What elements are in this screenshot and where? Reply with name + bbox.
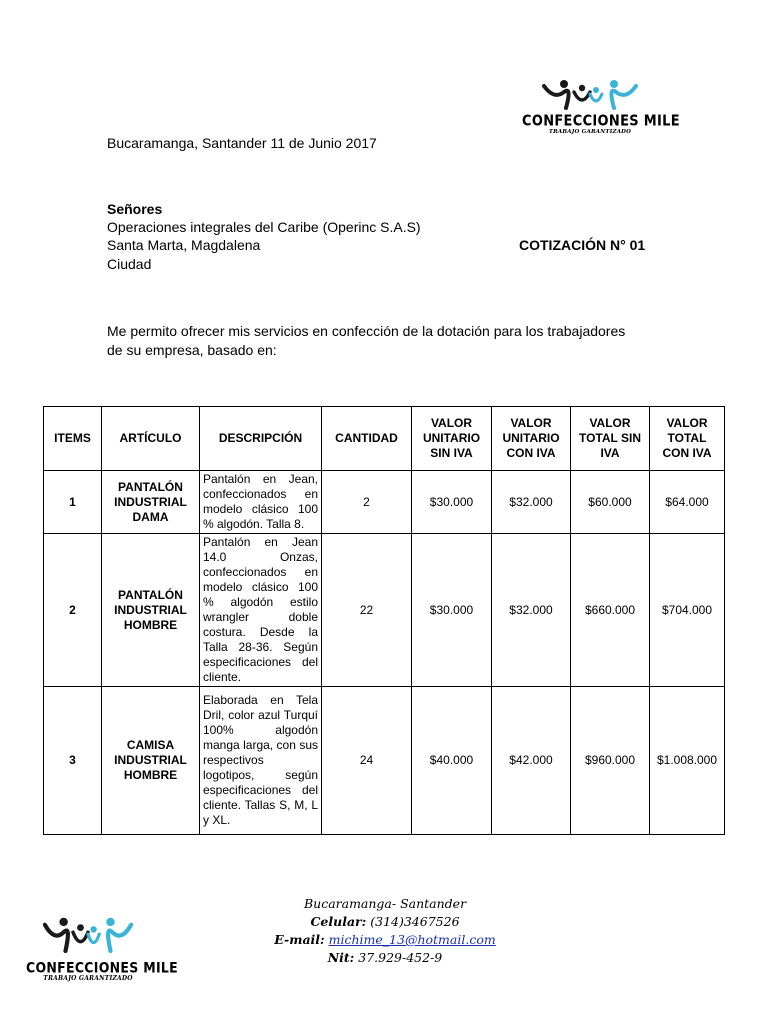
header-items: ITEMS [44,407,102,471]
header-valor-total-con-iva: VALOR TOTAL CON IVA [650,407,725,471]
salutation: Señores [107,201,163,217]
intro-line-2: de su empresa, basado en: [107,342,277,358]
cell-valor-unitario-con-iva: $42.000 [492,687,571,835]
cell-valor-unitario-sin-iva: $30.000 [412,534,492,687]
email-label: E-mail: [274,932,325,947]
cell-descripcion: Elaborada en Tela Dril, color azul Turquí 100% algodón manga larga, con sus respectivos logotipos, según especificaciones del cliente. Tallas S, M, L y XL. [200,687,322,835]
quote-table [43,406,725,835]
logo-tagline: TRABAJO GARANTIZADO [43,975,133,982]
cell-valor-unitario-con-iva: $32.000 [492,534,571,687]
cell-valor-total-sin-iva: $960.000 [571,687,650,835]
cell-valor-total-con-iva: $704.000 [650,534,725,687]
cell-valor-unitario-sin-iva: $30.000 [412,471,492,534]
celular-label: Celular: [310,914,367,929]
table-row [44,687,725,835]
header-descripcion: DESCRIPCIÓN [200,407,322,471]
cell-valor-total-sin-iva: $60.000 [571,471,650,534]
recipient-company: Operaciones integrales del Caribe (Operinc S.A.S) [107,219,421,235]
cell-item: 1 [44,471,102,534]
quote-number: COTIZACIÓN N° 01 [519,237,646,253]
header-valor-total-sin-iva: VALOR TOTAL SIN IVA [571,407,650,471]
people-figures-logo-icon [43,914,133,958]
cell-item: 2 [44,534,102,687]
cell-item: 3 [44,687,102,835]
cell-descripcion: Pantalón en Jean 14.0 Onzas, confeccionados en modelo clásico 100 % algodón estilo wrangler doble costura. Desde la Talla 28-36. Según especificaciones del cliente. [200,534,322,687]
logo-brand-text: CONFECCIONES MILE [522,112,680,131]
cell-cantidad: 24 [322,687,412,835]
footer-celular [270,913,500,931]
footer-contact [270,895,500,967]
place-date: Bucaramanga, Santander 11 de Junio 2017 [107,135,377,151]
header-articulo: ARTÍCULO [102,407,200,471]
celular-value: (314)3467526 [370,914,460,929]
table-header-row [44,407,725,471]
cell-valor-unitario-sin-iva: $40.000 [412,687,492,835]
recipient-ciudad: Ciudad [107,256,152,272]
cell-valor-total-con-iva: $1.008.000 [650,687,725,835]
cell-cantidad: 2 [322,471,412,534]
company-logo-bottom [26,914,179,982]
nit-value: 37.929-452-9 [358,950,443,965]
cell-articulo: CAMISA INDUSTRIAL HOMBRE [102,687,200,835]
intro-line-1: Me permito ofrecer mis servicios en confección de la dotación para los trabajadores [107,323,626,339]
footer-nit [270,949,500,967]
cell-descripcion: Pantalón en Jean, confeccionados en modelo clásico 100 % algodón. Talla 8. [200,471,322,534]
cell-articulo: PANTALÓN INDUSTRIAL DAMA [102,471,200,534]
company-logo-top [522,78,680,135]
table-row [44,534,725,687]
footer-email [270,931,500,949]
logo-tagline: TRABAJO GARANTIZADO [548,129,632,135]
table-row [44,471,725,534]
cell-articulo: PANTALÓN INDUSTRIAL HOMBRE [102,534,200,687]
header-cantidad: CANTIDAD [322,407,412,471]
header-valor-unitario-con-iva: VALOR UNITARIO CON IVA [492,407,571,471]
header-valor-unitario-sin-iva: VALOR UNITARIO SIN IVA [412,407,492,471]
recipient-city: Santa Marta, Magdalena [107,237,261,253]
logo-brand-text: CONFECCIONES MILE [26,958,179,977]
cell-valor-total-con-iva: $64.000 [650,471,725,534]
cell-valor-unitario-con-iva: $32.000 [492,471,571,534]
nit-label: Nit: [327,950,355,965]
people-figures-logo-icon [542,78,638,114]
cell-cantidad: 22 [322,534,412,687]
email-link[interactable]: michime_13@hotmail.com [328,932,496,947]
cell-valor-total-sin-iva: $660.000 [571,534,650,687]
footer-city: Bucaramanga- Santander [303,896,467,911]
